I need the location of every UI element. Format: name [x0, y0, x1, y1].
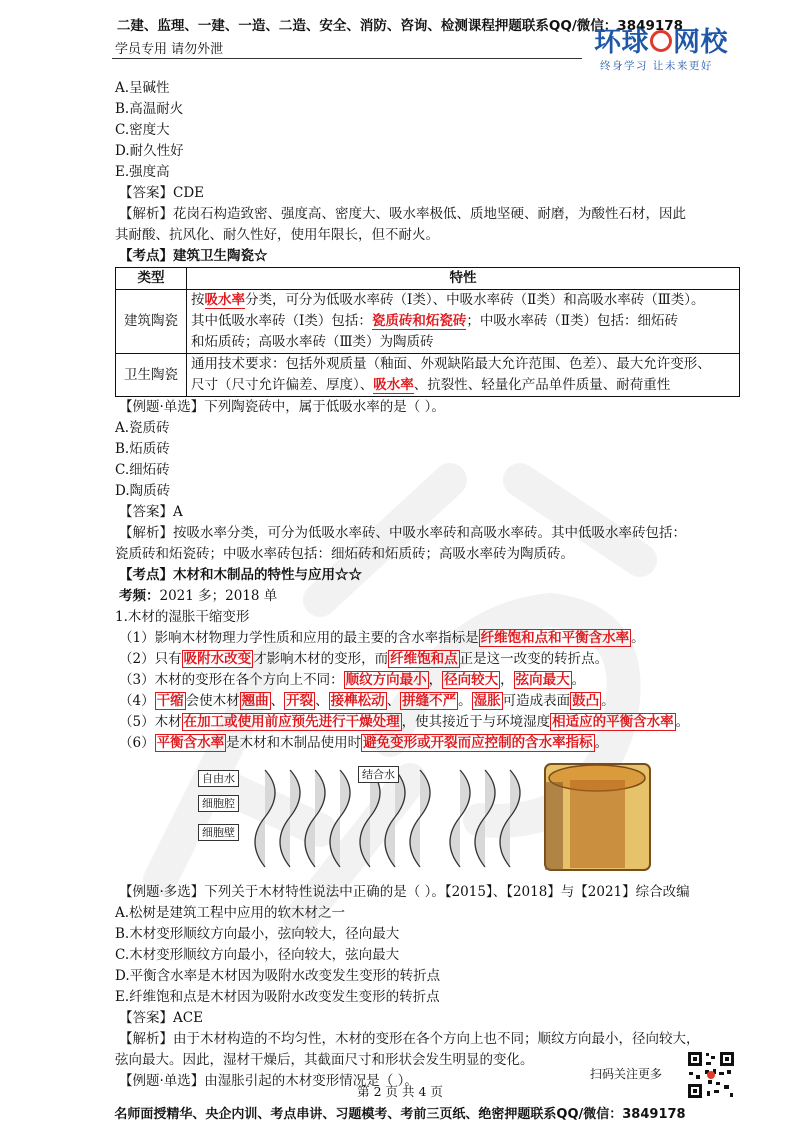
text-run: （3）木材的变形在各个方向上不同：	[119, 672, 344, 688]
label-cell-cavity: 细胞腔	[198, 795, 239, 812]
wood-line-6	[115, 733, 740, 754]
boxed-text: 在加工或使用前应预先进行干燥处理	[183, 714, 400, 730]
text-run: 尺寸（尺寸允许偏差、厚度）、	[191, 377, 374, 393]
q2-option-a: A.瓷质砖	[115, 420, 170, 436]
boxed-text: 纤维饱和点和平衡含水率	[480, 630, 630, 646]
q1-analysis-line1: 【解析】花岗石构造致密、强度高、密度大、吸水率极低、质地坚硬、耐磨，为酸性石材，因此	[119, 206, 686, 222]
brand-logo	[594, 27, 728, 73]
page-footer-bottom: 名师面授精华、央企内训、考点串讲、习题模考、考前三页纸、绝密押题联系QQ/微信：3849178	[114, 1107, 686, 1122]
boxed-text: 相适应的平衡含水率	[552, 714, 674, 730]
table-cell-feature	[187, 290, 740, 354]
wood-line-5	[115, 712, 740, 733]
boxed-text: 翘曲	[241, 693, 269, 709]
boxed-text: 顺纹方向最小	[345, 672, 427, 688]
text-run: 。	[601, 693, 615, 709]
text-run: 和炻质砖；高吸水率砖（Ⅲ类）为陶质砖	[191, 334, 434, 350]
q2-option-b: B.炻质砖	[115, 441, 170, 457]
q3-option-d: D.平衡含水率是木材因为吸附水改变发生变形的转折点	[115, 968, 441, 984]
q4-stem: 【例题·单选】由湿胀引起的木材变形情况是（ ）。	[119, 1073, 418, 1089]
text-run: （4）	[119, 693, 155, 709]
q3-answer: 【答案】ACE	[119, 1010, 203, 1026]
table-cell-feature	[187, 354, 740, 397]
highlight-text: 吸水率	[373, 377, 414, 393]
boxed-text: 鼓凸	[572, 693, 600, 709]
q1-option-e: E.强度高	[115, 164, 170, 180]
text-run: 才影响木材的变形，而	[253, 651, 389, 667]
text-run: 可造成表面	[502, 693, 571, 709]
boxed-text: 平衡含水率	[156, 735, 225, 751]
q2-answer: 【答案】A	[119, 504, 183, 520]
text-run: ；中吸水率砖（Ⅱ类）包括：细炻砖	[466, 313, 679, 329]
text-run: 。	[571, 672, 586, 688]
label-bound-water: 结合水	[358, 766, 399, 783]
text-run: ，	[428, 672, 443, 688]
boxed-text: 拼缝不严	[402, 693, 457, 709]
page-header-left: 学员专用 请勿外泄	[115, 42, 224, 57]
q2-option-c: C.细炻砖	[115, 462, 170, 478]
boxed-text: 径向较大	[444, 672, 499, 688]
logo-ring-icon	[650, 30, 672, 52]
label-cell-wall: 细胞壁	[198, 824, 239, 841]
table-header-row	[116, 268, 740, 290]
q1-analysis-line2: 其耐酸、抗风化、耐久性好，使用年限长，但不耐火。	[115, 227, 439, 243]
text-run: 。	[458, 693, 472, 709]
text-run: 、	[386, 693, 401, 709]
q2-stem: 【例题·单选】下列陶瓷砖中，属于低吸水率的是（ ）。	[119, 399, 445, 415]
q2-analysis-line2: 瓷质砖和炻瓷砖；中吸水率砖包括：细炻砖和炻质砖；高吸水率砖为陶质砖。	[115, 546, 574, 562]
table-row	[116, 290, 740, 354]
table-header-type: 类型	[116, 268, 187, 290]
label-free-water: 自由水	[198, 770, 239, 787]
text-run: 按	[191, 292, 205, 308]
text-run: 通用技术要求：包括外观质量（釉面、外观缺陷最大允许范围、色差）、最大允许变形、	[191, 356, 711, 372]
text-run: 、	[270, 693, 285, 709]
header-rule	[112, 58, 582, 59]
boxed-text: 接榫松动	[330, 693, 385, 709]
text-run: 正是这一改变的转折点。	[459, 651, 609, 667]
text-run: 是木材和木制品使用时	[226, 735, 362, 751]
q2-option-d: D.陶质砖	[115, 483, 171, 499]
text-run: （5）木材	[119, 714, 182, 730]
text-run: （1）影响木材物理力学性质和应用的最主要的含水率指标是	[119, 630, 479, 646]
text-run: （2）只有	[119, 651, 182, 667]
text-run: ，使其接近于与环境湿度	[401, 714, 551, 730]
page-number: 第 2 页 共 4 页	[357, 1084, 443, 1099]
document-body	[115, 78, 740, 1092]
text-run: 其中低吸水率砖（Ⅰ类）包括：	[191, 313, 372, 329]
boxed-text: 吸附水改变	[183, 651, 252, 667]
freq-label: 考频：	[119, 588, 160, 604]
text-run: ，	[500, 672, 514, 688]
q3-option-a: A.松树是建筑工程中应用的软木材之一	[115, 905, 346, 921]
q3-analysis-line2: 弦向最大。因此，湿材干燥后，其截面尺寸和形状会发生明显的变化。	[115, 1052, 534, 1068]
scan-prompt: 扫码关注更多	[590, 1067, 663, 1081]
kd1-title: 【考点】建筑卫生陶瓷☆	[119, 248, 268, 264]
table-header-feature: 特性	[187, 268, 740, 290]
wood-line-1	[115, 628, 740, 649]
wood-line-4	[115, 691, 740, 712]
table-row	[116, 354, 740, 397]
text-run: 。	[594, 735, 609, 751]
highlight-text: 瓷质砖和炻瓷砖	[371, 313, 467, 329]
wood-line-3	[115, 670, 740, 691]
text-run: 分类，可分为低吸水率砖（Ⅰ类）、中吸水率砖（Ⅱ类）和高吸水率砖（Ⅲ类）。	[245, 292, 705, 308]
boxed-text: 干缩	[156, 693, 184, 709]
q3-option-b: B.木材变形顺纹方向最小，弦向较大，径向最大	[115, 926, 400, 942]
text-run: 、抗裂性、轻量化产品单件质量、耐荷重性	[413, 377, 671, 393]
kd2-frequency	[115, 586, 740, 607]
logo-text-b: 网校	[673, 27, 728, 58]
q2-analysis-line1: 【解析】按吸水率分类，可分为低吸水率砖、中吸水率砖和高吸水率砖。其中低吸水率砖包括：	[119, 525, 686, 541]
text-run: 会使木材	[185, 693, 240, 709]
kd2-title: 【考点】木材和木制品的特性与应用☆☆	[119, 567, 362, 583]
freq-value: 2021 多；2018 单	[159, 588, 278, 604]
table-cell-type: 卫生陶瓷	[116, 354, 187, 397]
text-run: 、	[315, 693, 329, 709]
kd2-subtitle: 1.木材的湿胀干缩变形	[115, 609, 250, 625]
q3-option-c: C.木材变形顺纹方向最小，径向较大，弦向最大	[115, 947, 400, 963]
boxed-text: 弦向最大	[515, 672, 570, 688]
q1-option-b: B.高温耐火	[115, 101, 184, 117]
boxed-text: 开裂	[286, 693, 314, 709]
q1-option-a: A.呈碱性	[115, 80, 170, 96]
boxed-text: 湿胀	[473, 693, 501, 709]
text-run: （6）	[119, 735, 155, 751]
wood-line-2	[115, 649, 740, 670]
q3-stem: 【例题·多选】下列关于木材特性说法中正确的是（ ）。【2015】、【2018】与【2021】综合改编	[119, 884, 690, 900]
page-header-top: 二建、监理、一建、一造、二造、安全、消防、咨询、检测课程押题联系QQ/微信：3849178	[116, 18, 684, 34]
logo-text-a: 环球	[594, 27, 649, 58]
q3-option-e: E.纤维饱和点是木材因为吸附水改变发生变形的转折点	[115, 989, 440, 1005]
q1-option-c: C.密度大	[115, 122, 170, 138]
ceramic-table	[115, 267, 740, 397]
boxed-text: 避免变形或开裂而应控制的含水率指标	[363, 735, 593, 751]
text-run: 。	[631, 630, 645, 646]
q1-answer: 【答案】CDE	[119, 185, 205, 201]
highlight-text: 吸水率	[204, 292, 245, 308]
table-cell-type: 建筑陶瓷	[116, 290, 187, 354]
q3-analysis-line1: 【解析】由于木材构造的不均匀性，木材的变形在各个方向上也不同；顺纹方向最小，径向较大，	[119, 1031, 700, 1047]
logo-slogan: 终身学习 让未来更好	[600, 60, 713, 72]
q1-option-d: D.耐久性好	[115, 143, 184, 159]
text-run: 。	[675, 714, 690, 730]
wood-figure	[115, 762, 740, 872]
boxed-text: 纤维饱和点	[390, 651, 458, 667]
